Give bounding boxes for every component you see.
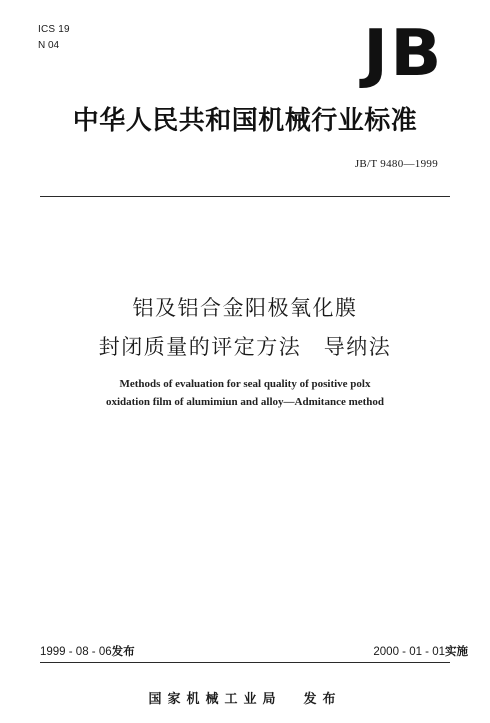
issue-label: 发布 <box>111 644 135 658</box>
ics-code: ICS 19 <box>38 24 70 35</box>
title-cn-line1: 铝及铝合金阳极氧化膜 <box>132 296 358 320</box>
standard-type-title: 中华人民共和国机械行业标准 <box>72 106 418 136</box>
implement-date: 2000 - 01 - 01 <box>373 646 445 658</box>
publisher-name: 国家机械工业局 <box>148 692 282 707</box>
implement-label: 实施 <box>445 644 468 658</box>
title-en-line2: oxidation film of alumimiun and alloy—Admitance method <box>105 396 385 408</box>
footer-divider <box>40 662 450 663</box>
jb-logo: JB <box>363 17 444 91</box>
publish-label: 发布 <box>303 692 342 707</box>
issue-date-block <box>40 643 135 659</box>
ccs-code: N 04 <box>38 40 60 51</box>
publisher-block <box>0 688 490 707</box>
standard-code: JB/T 9480—1999 <box>354 158 438 170</box>
title-cn-line2: 封闭质量的评定方法 导纳法 <box>98 335 392 359</box>
header-divider <box>40 196 450 197</box>
implement-date-block <box>373 643 468 659</box>
title-en-line1: Methods of evaluation for seal quality of positive polx <box>119 378 371 390</box>
issue-date: 1999 - 08 - 06 <box>40 646 112 658</box>
